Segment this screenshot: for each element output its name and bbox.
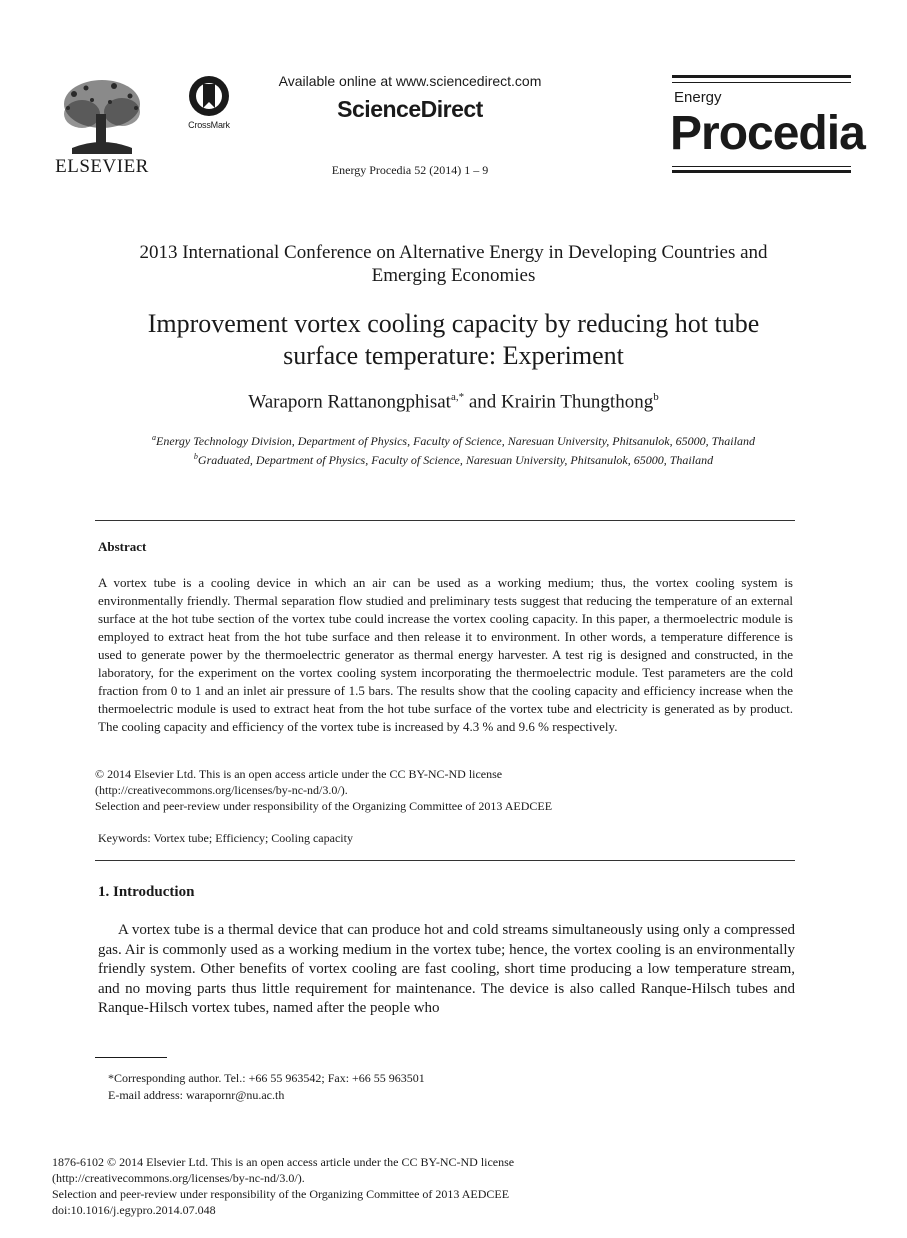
copyright-notice: [95, 766, 795, 814]
elsevier-logo: [52, 74, 152, 178]
title-line: Improvement vortex cooling capacity by reducing hot tube: [147, 309, 760, 338]
footnote: [108, 1070, 425, 1104]
title-line: surface temperature: Experiment: [283, 341, 624, 370]
logo-rule: [672, 75, 851, 78]
introduction-text: A vortex tube is a thermal device that can produce hot and cold streams simultaneously using only a compressed gas. Air is commonly used as a working medium in the vortex tube; hence, the vortex cooling is an environmentally friendly system. Other benefits of vortex cooling are fast cooling, short time producing a low temperature stream, and no moving parts thus little requirement for maintenance. The device is also called Ranque-Hilsch tubes and Ranque-Hilsch vortex tubes, named after the people who: [98, 922, 795, 1016]
conference-name: [40, 241, 867, 287]
logo-energy-text: Energy: [674, 89, 722, 106]
publisher-name: ELSEVIER: [55, 156, 149, 177]
logo-procedia-text: Procedia: [670, 107, 865, 160]
logo-rule: [672, 82, 851, 83]
introduction-heading: 1. Introduction: [98, 884, 195, 900]
abstract-text: A vortex tube is a cooling device in which an air can be used as a working medium; thus, the vortex cooling system is environmentally friendly. Thermal separation flow studied and preliminary tests suggest that reducing the temperature of an external surface at the hot tube section of the vortex tube could increase the vortex cooling capacity. In this paper, a thermoelectric module is employed to extract heat from the hot tube surface and then release it to environment. In other words, a temperature difference is used to generate power by the thermoelectric generator as thermal energy harvester. A test rig is designed and constructed, in the laboratory, for the experiment on the vortex cooling system incorporating the thermoelectric module. Test parameters are the cold fraction from 0 to 1 and an inlet air pressure of 1.5 bars. The results show that the cooling capacity and efficiency increase when the thermoelectric module is used to extract heat from the hot tube surface of the vortex tube and electricity is generated as by product. The cooling capacity and efficiency of the vortex tube is increased by 4.3 % and 9.6 % respectively.: [98, 575, 793, 734]
bottom-notice: [52, 1154, 652, 1218]
corresponding-author-note: *Corresponding author. Tel.: +66 55 963542; Fax: +66 55 963501: [108, 1071, 425, 1085]
affiliation-line: [40, 430, 867, 449]
affiliation-superscript: b: [193, 452, 198, 461]
journal-citation: Energy Procedia 52 (2014) 1 – 9: [331, 163, 489, 177]
logo-rule: [672, 170, 851, 173]
section-divider: [95, 860, 795, 861]
author-name: Waraporn Rattanongphisat: [248, 391, 451, 413]
doi[interactable]: doi:10.1016/j.egypro.2014.07.048: [52, 1203, 216, 1217]
conference-line: 2013 International Conference on Alternative Energy in Developing Countries and: [139, 242, 768, 263]
sciencedirect-logo: ScienceDirect: [337, 96, 483, 122]
affiliation-superscript: a: [152, 433, 157, 442]
author-superscript: a,*: [450, 391, 465, 403]
affiliation-line: [40, 449, 867, 468]
footnote-rule: [95, 1057, 167, 1058]
affiliations: [40, 430, 867, 468]
keywords: Keywords: Vortex tube; Efficiency; Cooling capacity: [98, 831, 353, 845]
crossmark-label: CrossMark: [188, 120, 230, 130]
author-name: Krairin Thungthong: [501, 391, 654, 413]
license-link[interactable]: (http://creativecommons.org/licenses/by-nc-nd/3.0/).: [95, 783, 348, 797]
available-online-text: Available online at www.sciencedirect.com: [278, 73, 542, 89]
author-conjunction: and: [464, 391, 502, 413]
issn-copyright-line: 1876-6102 © 2014 Elsevier Ltd. This is an open access article under the CC BY-NC-ND license: [52, 1155, 515, 1169]
paper-title: [40, 308, 867, 372]
abstract-heading: Abstract: [98, 539, 147, 554]
conference-line: Emerging Economies: [371, 265, 536, 286]
peer-review-line: Selection and peer-review under responsibility of the Organizing Committee of 2013 AEDCEE: [52, 1187, 510, 1201]
affiliation-text: Graduated, Department of Physics, Faculty of Science, Naresuan University, Phitsanulok, 65000, Thailand: [197, 453, 714, 467]
author-list: [40, 391, 867, 413]
affiliation-text: Energy Technology Division, Department of Physics, Faculty of Science, Naresuan University, Phitsanulok, 65000, Thailand: [156, 434, 755, 448]
copyright-line: Selection and peer-review under responsibility of the Organizing Committee of 2013 AEDCEE: [95, 799, 553, 813]
copyright-line: © 2014 Elsevier Ltd. This is an open access article under the CC BY-NC-ND license: [95, 767, 503, 781]
email-address[interactable]: E-mail address: warapornr@nu.ac.th: [108, 1088, 285, 1102]
license-link[interactable]: (http://creativecommons.org/licenses/by-nc-nd/3.0/).: [52, 1171, 305, 1185]
author-superscript: b: [653, 391, 659, 403]
crossmark-icon: [187, 74, 231, 120]
logo-rule: [672, 166, 851, 167]
section-divider: [95, 520, 795, 521]
